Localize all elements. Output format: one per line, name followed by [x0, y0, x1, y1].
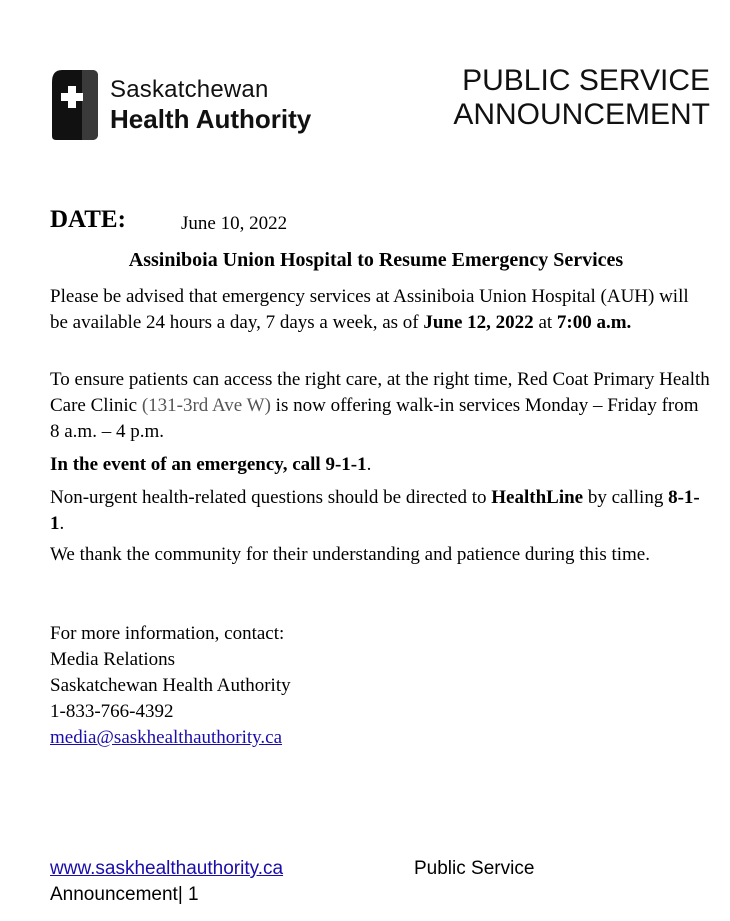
date-label: DATE: [50, 206, 126, 233]
p4-mid: by calling [583, 487, 669, 508]
announcement-title-line-2: ANNOUNCEMENT [453, 98, 710, 131]
p4-end: . [59, 513, 65, 534]
p2-text-after: is now offering walk-in services Monday – Friday from 8 a.m. – 4 p.m. [50, 395, 699, 442]
paragraph-emergency-services [50, 284, 710, 336]
p1-date: June 12, 2022 [423, 312, 534, 333]
contact-intro: For more information, contact: [50, 623, 285, 644]
paragraph-clinic-walk-in [50, 367, 710, 445]
paragraph-healthline [50, 485, 710, 537]
date-value: June 10, 2022 [181, 213, 288, 234]
announcement-headline: Assiniboia Union Hospital to Resume Emergency Services [128, 249, 624, 271]
healthline-name: HealthLine [491, 487, 584, 508]
organization-logo [52, 70, 342, 142]
footer-page-number: Announcement| 1 [50, 884, 199, 905]
p1-text: Please be advised that emergency services at Assiniboia Union Hospital (AUH) will be available 24 hours a day, 7 days a week, as of [50, 286, 689, 333]
health-cross-icon [52, 70, 100, 140]
p2-text-before: To ensure patients can access the right care, at the right time, Red Coat Primary Health Care Clinic [50, 369, 710, 416]
healthline-number: 8-1-1 [50, 487, 700, 534]
emergency-call-text: In the event of an emergency, call 9-1-1 [50, 454, 367, 475]
clinic-address: (131-3rd Ave W) [141, 395, 271, 416]
announcement-title [410, 64, 710, 132]
contact-email-link[interactable]: media@saskhealthauthority.ca [50, 727, 283, 748]
contact-organization: Saskatchewan Health Authority [50, 675, 291, 696]
p1-mid: at [533, 312, 557, 333]
p3-end: . [366, 454, 372, 475]
footer-website-link[interactable]: www.saskhealthauthority.ca [50, 858, 284, 879]
paragraph-emergency-call [50, 452, 710, 478]
p4-text-before: Non-urgent health-related questions should be directed to [50, 487, 492, 508]
announcement-title-line-1: PUBLIC SERVICE [462, 64, 710, 97]
footer-label: Public Service [414, 858, 535, 879]
logo-line-2: Health Authority [110, 104, 312, 134]
p1-time: 7:00 a.m. [556, 312, 632, 333]
logo-line-1: Saskatchewan [110, 76, 269, 103]
contact-block [50, 621, 291, 751]
paragraph-thanks: We thank the community for their understanding and patience during this time. [50, 544, 650, 565]
contact-phone: 1-833-766-4392 [50, 701, 174, 722]
contact-department: Media Relations [50, 649, 176, 670]
